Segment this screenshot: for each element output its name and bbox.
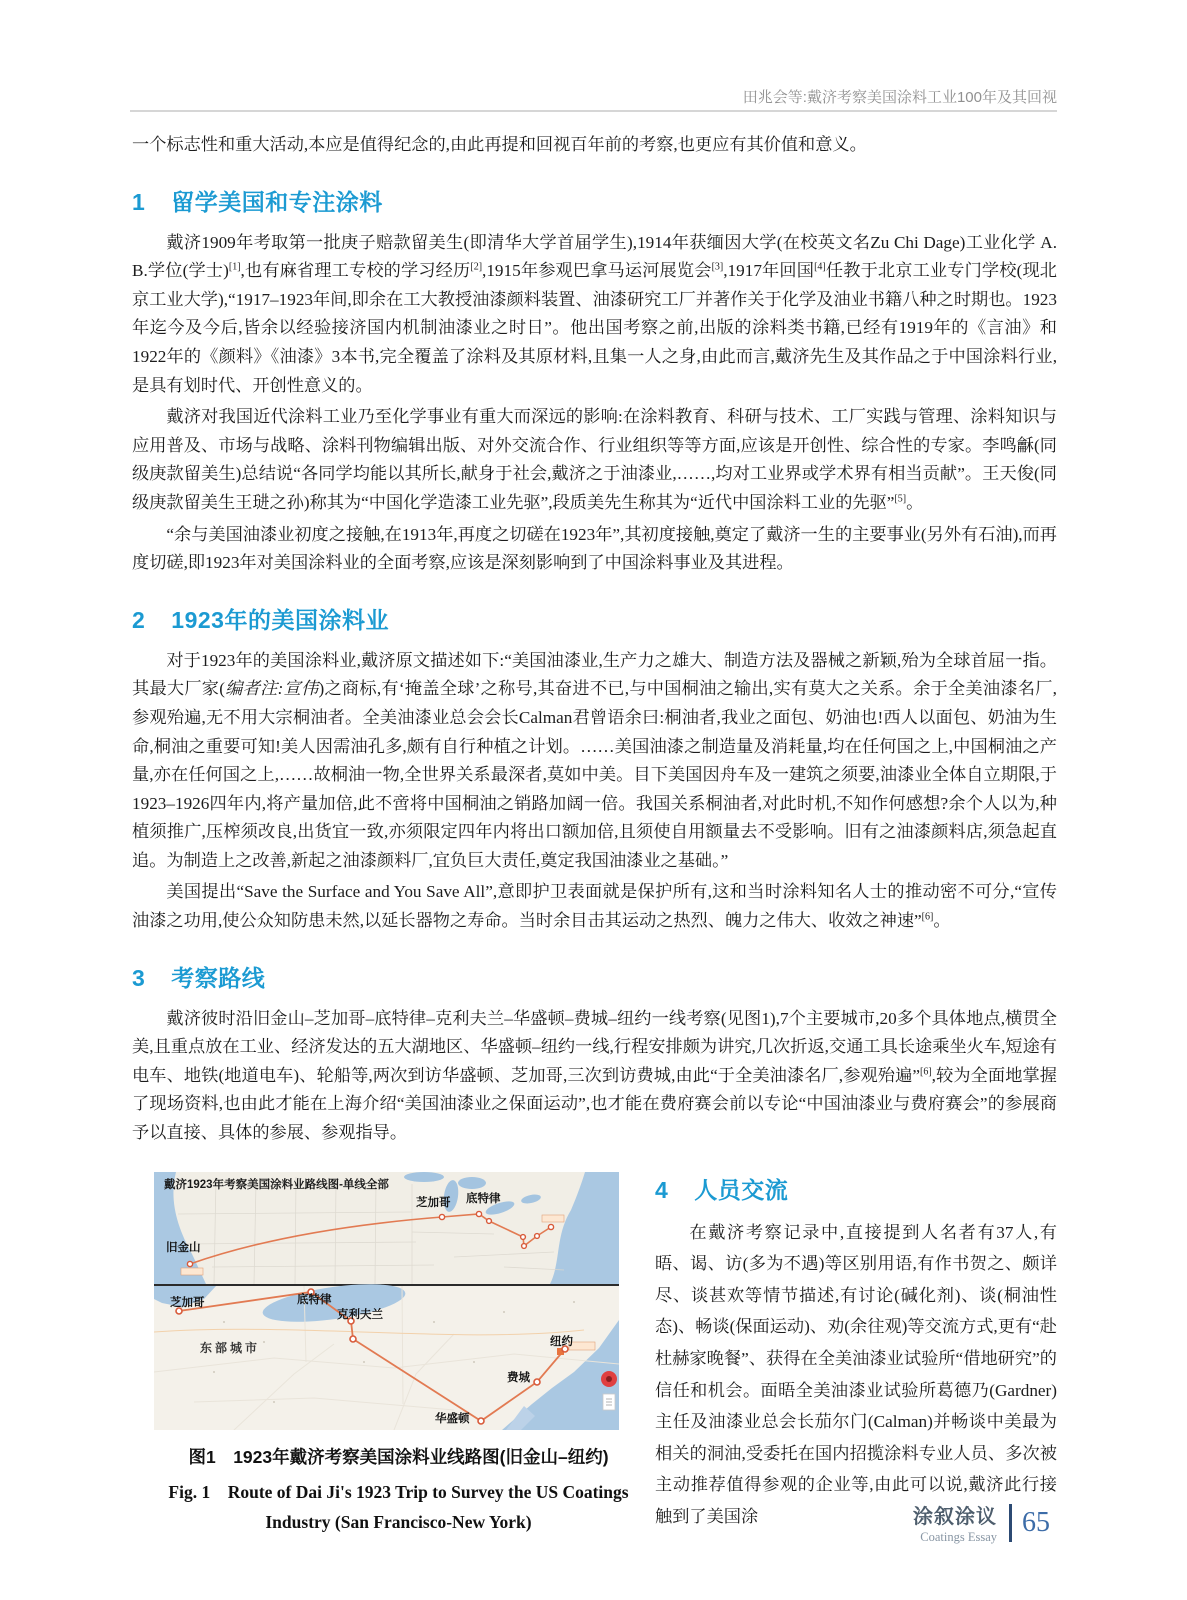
journal-name xyxy=(913,1500,997,1545)
header-rule xyxy=(130,110,1057,112)
figure-caption-en-line2: Industry (San Francisco-New York) xyxy=(265,1511,532,1532)
city-label-cleveland: 克利夫兰 xyxy=(337,1308,383,1321)
paragraph: 在戴济考察记录中,直接提到人名者有37人,有晤、谒、访(多为不遇)等区别用语,有作书贺之、颇详尽、谈甚欢等情节描述,有讨论(碱化剂)、谈(桐油性态)、畅谈(保面运动)、劝(余往观)等交流方式,更有“赴杜赫家晚餐”、获得在全美油漆业试验所“借地研究”的信任和机会。面晤全美油漆业试验所葛德乃(Gardner)主任及油漆业总会长茄尔门(Calman)并畅谈中美最为相关的洞油,受委托在国内招揽涂料专业人员、多次被主动推荐值得参观的企业等,由此可以说,戴济此行接触到了美国涂 xyxy=(655,1222,1057,1526)
section-number: 2 xyxy=(132,606,146,633)
page-footer xyxy=(913,1500,1050,1545)
footer-divider xyxy=(1009,1504,1012,1542)
section-number: 1 xyxy=(132,188,146,215)
section-title: 人员交流 xyxy=(694,1176,789,1203)
paragraph: 戴济1909年考取第一批庚子赔款留美生(即清华大学首届学生),1914年获缅因大学(在校英文名Zu Chi Dage)工业化学 A. B.学位(学士)[1],也有麻省理工专校的学习经历[2],1915年参观巴拿马运河展览会[3],1917年回国[4]任教于北京工业专门学校(现北京工业大学),“1917–1923年间,即余在工大教授油漆颜料装置、油漆研究工厂并著作关于化学及油业书籍八种之时期也。1923年迄今及今后,皆余以经验接济国内机制油漆业之时日”。他出国考察之前,出版的涂料类书籍,已经有1919年的《言油》和1922年的《颜料》《油漆》3本书,完全覆盖了涂料及其原材料,且集一人之身,由此而言,戴济先生及其作品之于中国涂料行业,是具有划时代、开创性意义的。 xyxy=(132,232,1057,395)
section-title: 1923年的美国涂料业 xyxy=(171,606,389,633)
map-callout-label xyxy=(542,1215,564,1222)
section-number: 4 xyxy=(655,1176,669,1203)
map-callout-label xyxy=(181,1268,203,1275)
section-number: 3 xyxy=(132,964,146,991)
city-label-washington: 华盛顿 xyxy=(435,1412,470,1425)
city-label-chicago-east: 芝加哥 xyxy=(170,1296,205,1309)
city-label-san-francisco: 旧金山 xyxy=(166,1241,201,1254)
section-title: 考察路线 xyxy=(171,964,266,991)
intro-paragraph: 一个标志性和重大活动,本应是值得纪念的,由此再提和回视百年前的考察,也更应有其价值和意义。 xyxy=(132,135,867,154)
main-content xyxy=(132,128,1057,1537)
city-label-detroit-east: 底特律 xyxy=(297,1293,332,1306)
section-1-heading xyxy=(132,184,1057,217)
page-number: 65 xyxy=(1022,1506,1050,1538)
city-label-chicago: 芝加哥 xyxy=(416,1196,451,1209)
region-label-east-cities: 东部城市 xyxy=(200,1340,261,1355)
figure-caption-en-line1: Fig. 1 Route of Dai Ji's 1923 Trip to Survey the US Coatings xyxy=(168,1481,629,1502)
paragraph: “余与美国油漆业初度之接触,在1913年,再度之切磋在1923年”,其初度接触,奠定了戴济一生的主要事业(另外有石油),而再度切磋,即1923年对美国涂料业的全面考察,应该是深刻影响到了中国涂料事业及其进程。 xyxy=(132,524,1057,573)
figure-and-section4-row xyxy=(132,1154,1057,1537)
journal-name-cn: 涂叙涂议 xyxy=(913,1506,997,1528)
section-4-column xyxy=(655,1154,1057,1537)
figure-caption-en xyxy=(132,1477,629,1537)
section-3-heading xyxy=(132,960,1057,993)
map-control-icon-center xyxy=(606,1376,612,1382)
paragraph: 对于1923年的美国涂料业,戴济原文描述如下:“美国油漆业,生产力之雄大、制造方法及器械之新颖,殆为全球首屈一指。其最大厂家(编者注:宣伟)之商标,有‘掩盖全球’之称号,其奋进不已,与中国桐油之输出,实有莫大之关系。余于全美油漆名厂,参观殆遍,无不用大宗桐油者。全美油漆业总会会长Calman君曾语余曰:桐油者,我业之面包、奶油也!西人以面包、奶油为生命,桐油之重要可知!美人因需油孔多,颇有自行种植之计划。……美国油漆之制造量及消耗量,均在任何国之上,中国桐油之产量,亦在任何国之上,……故桐油一物,全世界关系最深者,莫如中美。目下美国因舟车及一建筑之须要,油漆业全体自立期限,于1923–1926四年内,将产量加倍,此不啻将中国桐油之销路加阔一倍。我国关系桐油者,对此时机,不知作何感想?余个人以为,种植须推广,压榨须改良,出货宜一致,亦须限定四年内将出口额加倍,且须使自用额量去不受影响。旧有之油漆颜料店,须急起直追。为制造上之改善,新起之油漆颜料厂,宜负巨大责任,奠定我国油漆业之基础。” xyxy=(132,650,1057,870)
city-label-new-york: 纽约 xyxy=(550,1335,573,1348)
paragraph: 戴济彼时沿旧金山–芝加哥–底特律–克利夫兰–华盛顿–费城–纽约一线考察(见图1),7个主要城市,20多个具体地点,横贯全美,且重点放在工业、经济发达的五大湖地区、华盛顿–纽约一线,行程安排颇为讲究,几次折返,交通工具长途乘坐火车,短途有电车、地铁(地道电车)、轮船等,两次到访华盛顿、芝加哥,三次到访费城,由此“于全美油漆名厂,参观殆遍”[6],较为全面地掌握了现场资料,也由此才能在上海介绍“美国油漆业之保面运动”,也才能在费府赛会前以专论“中国油漆业与费府赛会”的参展商予以直接、具体的参展、参观指导。 xyxy=(132,1008,1057,1143)
section-4-heading xyxy=(655,1172,1057,1205)
city-label-detroit: 底特律 xyxy=(466,1192,501,1205)
figure xyxy=(132,1154,629,1537)
route-map xyxy=(154,1172,619,1430)
paragraph: 美国提出“Save the Surface and You Save All”,意即护卫表面就是保护所有,这和当时涂料知名人士的推动密不可分,“宣传油漆之功用,使公众知防患未然,以延长器物之寿命。当时余目击其运动之热烈、魄力之伟大、收效之神速”[6]。 xyxy=(132,882,1057,931)
paragraph: 戴济对我国近代涂料工业乃至化学事业有重大而深远的影响:在涂料教育、科研与技术、工厂实践与管理、涂料知识与应用普及、市场与战略、涂料刊物编辑出版、对外交流合作、行业组织等等方面,应该是开创性、综合性的专家。李鸣龢(同级庚款留美生)总结说“各同学均能以其所长,献身于社会,戴济之于油漆业,……,均对工业界或学术界有相当贡献”。王天俊(同级庚款留美生王琎之孙)称其为“中国化学造漆工业先驱”,段质美先生称其为“近代中国涂料工业的先驱”[5]。 xyxy=(132,407,1057,512)
route-map-figure xyxy=(154,1172,629,1430)
section-title: 留学美国和专注涂料 xyxy=(171,188,383,215)
journal-name-en: Coatings Essay xyxy=(920,1530,997,1544)
section-2-heading xyxy=(132,602,1057,635)
map-title-label: 戴济1923年考察美国涂料业路线图-单线全部 xyxy=(164,1178,389,1191)
city-label-philadelphia: 费城 xyxy=(507,1371,530,1384)
running-title: 田兆会等:戴济考察美国涂料工业100年及其回视 xyxy=(742,89,1057,106)
figure-caption-cn: 图1 1923年戴济考察美国涂料业线路图(旧金山–纽约) xyxy=(188,1446,609,1467)
